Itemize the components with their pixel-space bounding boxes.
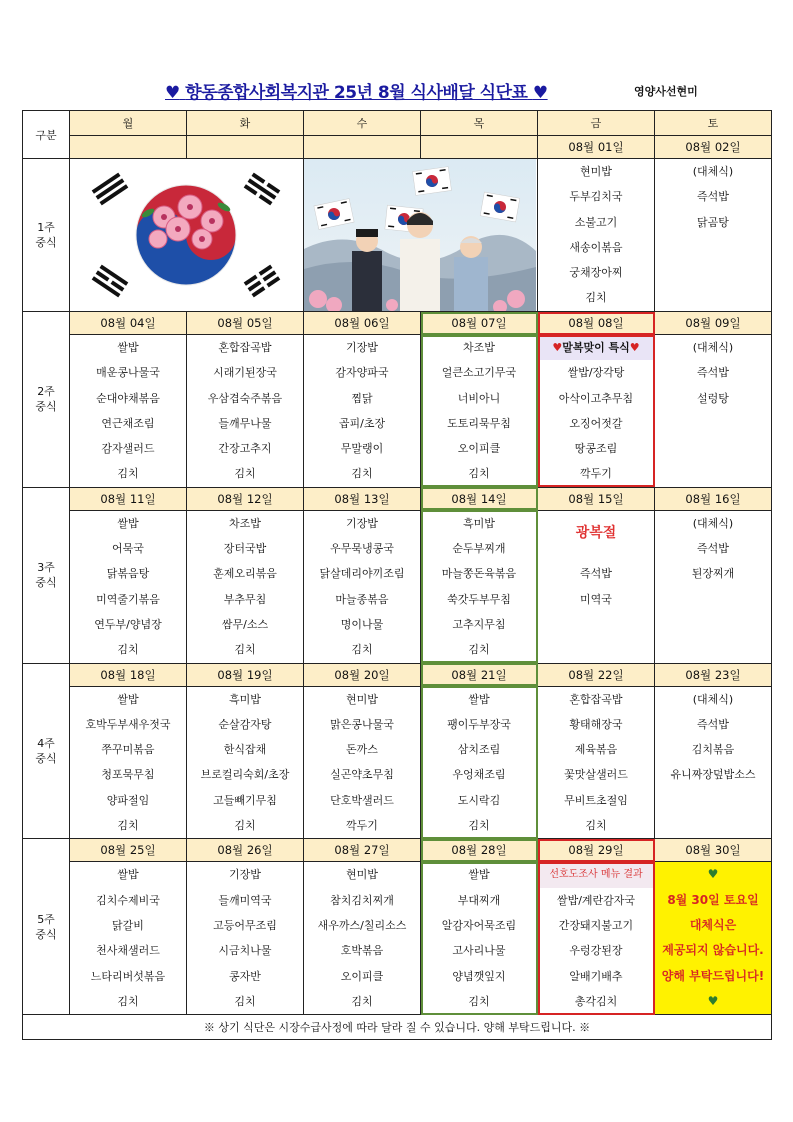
menu-item: [655, 637, 771, 662]
date-cell: 08월 13일: [304, 487, 421, 510]
menu-item: 우무묵냉콩국: [330, 542, 394, 556]
taegukgi-image: [70, 159, 304, 312]
menu-item: 팽이두부장국: [447, 717, 511, 731]
menu-item: 김치: [117, 819, 139, 833]
dietitian-name: 영양사선현미: [634, 85, 698, 98]
menu-cell: [304, 862, 421, 1015]
menu-row: [23, 862, 772, 1015]
menu-row: [23, 159, 772, 312]
menu-item: 오이피클: [340, 969, 384, 983]
menu-item: (대체식): [692, 692, 734, 706]
menu-item: 김치: [585, 819, 607, 833]
menu-item: [655, 260, 771, 285]
heart-icon: ♥: [707, 993, 719, 1008]
menu-item: 우렁강된장: [569, 944, 623, 958]
menu-item: [655, 788, 771, 813]
meal-type: 중식: [35, 576, 57, 590]
menu-item: [655, 411, 771, 436]
menu-item: 총각김치: [574, 994, 618, 1008]
date-cell: 08월 07일: [421, 312, 538, 335]
menu-item: 콩자반: [229, 969, 261, 983]
menu-item: 순살감자탕: [218, 717, 272, 731]
date-cell: 08월 05일: [187, 312, 304, 335]
menu-item: 김치: [234, 819, 256, 833]
date-row: [23, 487, 772, 510]
menu-item: 오이피클: [457, 442, 501, 456]
date-cell: 08월 28일: [421, 839, 538, 862]
menu-item: 김치: [585, 291, 607, 305]
menu-item: [655, 235, 771, 260]
menu-item: 땅콩조림: [574, 442, 618, 456]
menu-cell: [421, 510, 538, 663]
date-cell: 08월 14일: [421, 487, 538, 510]
week-number: 3주: [37, 561, 55, 575]
menu-item: 혼합잡곡밥: [569, 692, 623, 706]
menu-item: 기장밥: [229, 868, 261, 882]
menu-item: 부추무침: [223, 592, 267, 606]
menu-item: 즉석밥: [697, 366, 729, 380]
menu-item: 알배기배추: [569, 969, 623, 983]
week-label: [23, 839, 70, 1015]
menu-item: [655, 612, 771, 637]
menu-row: [23, 510, 772, 663]
menu-item: 김치: [351, 643, 373, 657]
menu-item: 소불고기: [574, 215, 618, 229]
menu-item: 시래기된장국: [213, 366, 277, 380]
menu-item: 마늘종볶음: [335, 592, 389, 606]
menu-item: 닭볶음탕: [106, 567, 150, 581]
menu-item: 우삼겹숙주볶음: [207, 391, 283, 405]
special-meal-banner: [538, 335, 654, 360]
menu-item: 순두부찌개: [452, 542, 506, 556]
page-title-bar: [0, 78, 793, 104]
menu-item: 김치: [468, 819, 490, 833]
date-cell: 08월 11일: [70, 487, 187, 510]
menu-cell: [538, 510, 655, 663]
menu-item: 미역국: [580, 592, 612, 606]
menu-row: [23, 686, 772, 839]
menu-item: 호박볶음: [340, 944, 384, 958]
menu-cell: [421, 335, 538, 488]
date-cell: [70, 136, 187, 159]
date-cell: 08월 26일: [187, 839, 304, 862]
menu-item: 쌀밥/계란감자국: [556, 893, 636, 907]
date-cell: [187, 136, 304, 159]
menu-item: 황태해장국: [569, 717, 623, 731]
menu-item: 브로컬리숙회/초장: [200, 768, 290, 782]
menu-item: 무말랭이: [340, 442, 384, 456]
menu-item: 현미밥: [346, 868, 378, 882]
week-label: [23, 487, 70, 663]
menu-item: 간장고추지: [218, 442, 272, 456]
menu-item: 어묵국: [112, 542, 144, 556]
menu-item: 쭈꾸미볶음: [101, 743, 155, 757]
menu-cell: [421, 686, 538, 839]
menu-cell: [304, 335, 421, 488]
menu-item: 우엉채조림: [452, 768, 506, 782]
date-row: [23, 839, 772, 862]
date-cell: 08월 18일: [70, 663, 187, 686]
menu-cell: [304, 686, 421, 839]
menu-item: (대체식): [692, 516, 734, 530]
day-header: 수: [304, 111, 421, 136]
day-header: 금: [538, 111, 655, 136]
menu-item: 청포묵무침: [101, 768, 155, 782]
menu-item: [655, 436, 771, 461]
heart-icon: ♥: [532, 83, 548, 103]
menu-item: 현미밥: [346, 692, 378, 706]
menu-item: 알감자어묵조림: [441, 918, 517, 932]
menu-cell: [187, 686, 304, 839]
menu-row: [23, 335, 772, 488]
saturday-notice-line: 대체식은: [689, 917, 737, 932]
menu-item: 기장밥: [346, 516, 378, 530]
menu-item: 훈제오리볶음: [213, 567, 277, 581]
footer-note: ※ 상기 식단은 시장수급사정에 따라 달라 질 수 있습니다. 양해 부탁드립니다. ※: [23, 1015, 772, 1040]
menu-item: 감자샐러드: [101, 442, 155, 456]
date-cell: 08월 02일: [655, 136, 772, 159]
special-meal-label: 말복맞이 특식: [562, 341, 630, 354]
menu-cell: [187, 862, 304, 1015]
date-cell: 08월 23일: [655, 663, 772, 686]
menu-cell: [538, 159, 655, 312]
heart-icon: ♥: [165, 83, 180, 103]
menu-item: 새우까스/칠리소스: [317, 918, 407, 932]
menu-item: 김치: [234, 994, 256, 1008]
page-title: [165, 78, 548, 103]
date-row: [23, 312, 772, 335]
menu-item: 곱피/초장: [338, 416, 386, 430]
menu-item: 맑은콩나물국: [330, 717, 394, 731]
menu-item: 들깨무나물: [218, 416, 272, 430]
menu-item: 오징어젓갈: [569, 416, 623, 430]
date-cell: 08월 12일: [187, 487, 304, 510]
menu-cell: [70, 686, 187, 839]
menu-item: 김치: [117, 467, 139, 481]
menu-item: 차조밥: [463, 341, 495, 354]
date-cell: 08월 30일: [655, 839, 772, 862]
date-cell: 08월 09일: [655, 312, 772, 335]
menu-item: 돈까스: [346, 743, 378, 757]
heart-icon: ♥: [629, 341, 640, 354]
date-cell: 08월 16일: [655, 487, 772, 510]
saturday-notice-line: 8월 30일 토요일: [667, 892, 759, 907]
menu-cell: [655, 159, 772, 312]
menu-item: 흑미밥: [229, 692, 261, 706]
holiday-label: 광복절: [575, 524, 617, 541]
menu-item: 감자양파국: [335, 366, 389, 380]
date-cell: 08월 15일: [538, 487, 655, 510]
menu-item: 실곤약초무침: [330, 768, 394, 782]
week-number: 5주: [37, 912, 55, 926]
date-cell: [304, 136, 421, 159]
meal-type: 중식: [35, 400, 57, 414]
date-cell: 08월 04일: [70, 312, 187, 335]
menu-item: 한식잡채: [223, 743, 267, 757]
menu-cell: [655, 510, 772, 663]
date-cell: [421, 136, 538, 159]
menu-item: 양념깻잎지: [452, 969, 506, 983]
menu-cell: [538, 335, 655, 488]
menu-item: (대체식): [692, 165, 734, 178]
page-title-text: 향동종합사회복지관 25년 8월 식사배달 식단표: [185, 83, 528, 103]
menu-item: 삼치조림: [457, 743, 501, 757]
menu-cell: [421, 862, 538, 1015]
date-cell: 08월 22일: [538, 663, 655, 686]
menu-item: 무비트초절임: [564, 793, 628, 807]
date-cell: 08월 20일: [304, 663, 421, 686]
menu-cell: [655, 862, 772, 1015]
menu-cell: [187, 335, 304, 488]
day-header: 목: [421, 111, 538, 136]
meal-menu-table: [22, 110, 772, 1040]
menu-item: 김치: [468, 467, 490, 481]
menu-item: 닭갈비: [112, 918, 144, 932]
menu-item: 유니짜장덮밥소스: [670, 768, 756, 782]
menu-item: 부대찌개: [457, 893, 501, 907]
menu-item: 느타리버섯볶음: [90, 969, 166, 983]
menu-item: 참치김치찌개: [330, 893, 394, 907]
independence-day-image: [304, 159, 538, 312]
menu-item: 고등어무조림: [213, 918, 277, 932]
heart-icon: ♥: [707, 867, 719, 882]
meal-type: 중식: [35, 751, 57, 765]
menu-item: 혼합잡곡밥: [218, 341, 272, 354]
menu-item: 김치: [351, 467, 373, 481]
menu-cell: [655, 686, 772, 839]
menu-item: 쌀밥/장각탕: [567, 366, 625, 380]
menu-item: 김치: [468, 643, 490, 657]
menu-item: 미역줄기볶음: [96, 592, 160, 606]
date-cell: 08월 21일: [421, 663, 538, 686]
menu-item: 고들빼기무침: [213, 793, 277, 807]
menu-item: 닭살데리야끼조림: [319, 567, 405, 581]
menu-item: 도토리묵무침: [447, 416, 511, 430]
menu-item: 연근채조림: [101, 416, 155, 430]
date-cell: 08월 29일: [538, 839, 655, 862]
menu-cell: [70, 510, 187, 663]
menu-cell: [187, 510, 304, 663]
gubun-header: 구분: [23, 111, 70, 159]
menu-item: [655, 461, 771, 486]
menu-item: 고추지무침: [452, 617, 506, 631]
week-number: 4주: [37, 736, 55, 750]
menu-item: 꽃맛살샐러드: [564, 768, 628, 782]
menu-item: 단호박샐러드: [330, 793, 394, 807]
menu-item: 시금치나물: [218, 944, 272, 958]
menu-item: 고사리나물: [452, 944, 506, 958]
preference-survey-label: 선호도조사 메뉴 결과: [538, 862, 654, 887]
menu-item: 된장찌개: [691, 567, 735, 581]
menu-item: 쑥갓두부무침: [447, 592, 511, 606]
date-row: [23, 136, 772, 159]
menu-cell: [538, 686, 655, 839]
menu-item: 즉석밥: [580, 567, 612, 581]
menu-item: 김치: [117, 994, 139, 1008]
menu-item: 두부김치국: [569, 190, 623, 204]
menu-item: 김치: [468, 994, 490, 1008]
week-number: 1주: [37, 221, 55, 234]
saturday-notice-line: 제공되지 않습니다.: [662, 943, 764, 958]
menu-item: 즉석밥: [697, 190, 729, 204]
date-cell: 08월 27일: [304, 839, 421, 862]
menu-cell: [304, 510, 421, 663]
saturday-notice-line: 양해 부탁드립니다!: [661, 968, 765, 983]
week-label: [23, 159, 70, 312]
menu-item: 장터국밥: [223, 542, 267, 556]
menu-item: 쌈무/소스: [221, 617, 269, 631]
menu-item: 얼큰소고기무국: [441, 366, 517, 380]
menu-item: 김치수제비국: [96, 893, 160, 907]
menu-item: [538, 637, 654, 662]
menu-item: 김치: [117, 643, 139, 657]
week-number: 2주: [37, 385, 55, 399]
menu-item: 닭곰탕: [697, 215, 729, 229]
day-header: 월: [70, 111, 187, 136]
menu-item: 김치: [234, 643, 256, 657]
meal-type: 중식: [35, 927, 57, 941]
week-label: [23, 312, 70, 488]
menu-item: 설렁탕: [697, 391, 729, 405]
menu-item: 흑미밥: [463, 516, 495, 530]
date-row: [23, 663, 772, 686]
menu-item: 쌀밥: [468, 692, 490, 706]
menu-cell: [538, 862, 655, 1015]
menu-item: 아삭이고추무침: [558, 391, 634, 405]
header-row: [23, 111, 772, 136]
menu-item: [655, 813, 771, 838]
menu-item: 천사채샐러드: [96, 944, 160, 958]
menu-item: 명이나물: [340, 617, 384, 631]
meal-type: 중식: [35, 236, 57, 249]
day-header: 화: [187, 111, 304, 136]
menu-item: 김치볶음: [691, 743, 735, 757]
menu-item: 쌀밥: [117, 692, 139, 706]
menu-item: 쌀밥: [468, 868, 490, 882]
menu-item: (대체식): [692, 341, 734, 354]
menu-item: [655, 587, 771, 612]
menu-item: 들깨미역국: [218, 893, 272, 907]
menu-item: 김치: [351, 994, 373, 1008]
date-cell: 08월 08일: [538, 312, 655, 335]
menu-item: 쌀밥: [117, 341, 139, 354]
menu-item: 쌀밥: [117, 516, 139, 530]
menu-item: [655, 285, 771, 310]
menu-item: 새송이볶음: [569, 240, 623, 254]
menu-item: 찜닭: [351, 391, 373, 405]
menu-cell: [655, 335, 772, 488]
menu-item: 매운콩나물국: [96, 366, 160, 380]
date-cell: 08월 19일: [187, 663, 304, 686]
menu-item: 즉석밥: [697, 542, 729, 556]
menu-item: 너비아니: [457, 391, 501, 405]
menu-item: 호박두부새우젓국: [85, 717, 171, 731]
menu-item: 연두부/양념장: [94, 617, 162, 631]
menu-item: 깍두기: [580, 467, 612, 481]
menu-item: 김치: [234, 467, 256, 481]
date-cell: 08월 01일: [538, 136, 655, 159]
menu-item: 궁채장아찌: [569, 266, 623, 280]
menu-item: 양파절임: [106, 793, 150, 807]
menu-item: 순대야채볶음: [96, 391, 160, 405]
menu-item: 기장밥: [346, 341, 378, 354]
day-header: 토: [655, 111, 772, 136]
menu-item: 마늘쫑돈육볶음: [441, 567, 517, 581]
footer-row: [23, 1015, 772, 1040]
menu-item: 즉석밥: [697, 717, 729, 731]
menu-cell: [70, 862, 187, 1015]
date-cell: 08월 25일: [70, 839, 187, 862]
date-cell: 08월 06일: [304, 312, 421, 335]
menu-item: 현미밥: [580, 165, 612, 178]
menu-item: 간장돼지불고기: [558, 918, 634, 932]
menu-item: 깍두기: [346, 819, 378, 833]
menu-item: 제육볶음: [574, 743, 618, 757]
week-label: [23, 663, 70, 839]
menu-item: 도시락김: [457, 793, 501, 807]
menu-item: 쌀밥: [117, 868, 139, 882]
menu-cell: [70, 335, 187, 488]
menu-item: 차조밥: [229, 516, 261, 530]
heart-icon: ♥: [552, 341, 563, 354]
menu-item: [538, 612, 654, 637]
